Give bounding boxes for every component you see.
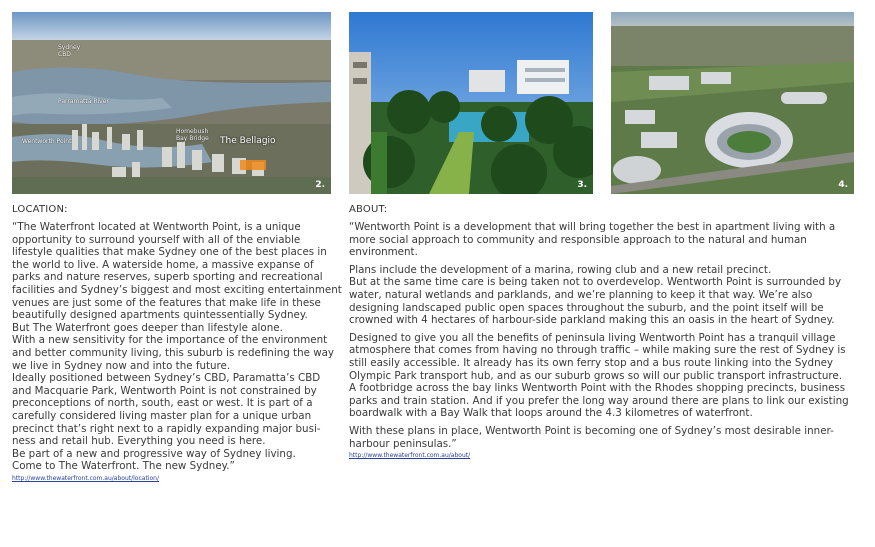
aerial-photo-wentworth-point [12, 12, 331, 194]
photo-number: 2. [315, 180, 325, 190]
location-paragraph: But The Waterfront goes deeper than lifestyle alone. [12, 321, 283, 334]
photo-number: 3. [577, 180, 587, 190]
location-heading: LOCATION: [12, 204, 68, 215]
label-sydney-cbd: Sydney CBD [58, 44, 81, 58]
about-heading: ABOUT: [349, 204, 388, 215]
label-parramatta-river: Parramatta River [58, 98, 109, 105]
label-homebush-bay-bridge: Homebush Bay Bridge [176, 128, 209, 142]
olympic-park-aerial-photo [611, 12, 854, 194]
location-source-link[interactable]: http://www.thewaterfront.com.au/about/location/ [12, 474, 159, 482]
label-wentworth-point: Wentworth Point [22, 138, 72, 145]
about-paragraph: “Wentworth Point is a development that will bring together the best in apartment living with a more social approach to community and responsible approach to the natural and human environment. [349, 221, 836, 259]
location-paragraph: Come to The Waterfront. The new Sydney.” [12, 460, 235, 473]
about-paragraph: Plans include the development of a marina, rowing club and a new retail precinct. [349, 263, 772, 276]
location-paragraph: Be part of a new and progressive way of Sydney living. [12, 447, 296, 460]
garden-photo [349, 12, 593, 194]
about-section [349, 204, 857, 459]
about-paragraph: But at the same time care is being taken not to overdevelop. Wentworth Point is surrounded by water, natural wetlands and parklands, and we’re planning to keep it that way. We’re also designing landscaped public open spaces throughout the suburb, and the point itself will be crowned with 4 hectares of harbour-side parkland making this an oasis in the heart of Sydney. [349, 276, 842, 327]
location-paragraph: Ideally positioned between Sydney’s CBD, Paramatta’s CBD and Macquarie Park, Wentworth Point is not constrained by preconceptions of north, south, east or west. It is part of a carefully considered living master plan for a unique urban precinct that’s right next to a rapidly expanding major busi-ness and retail hub. Everything you need is here. [12, 372, 321, 448]
location-paragraph: With a new sensitivity for the importance of the environment and better community living, this suburb is redefining the way we live in Sydney now and into the future. [12, 334, 335, 372]
location-paragraph: “The Waterfront located at Wentworth Point, is a unique opportunity to surround yourself with all of the enviable lifestyle qualities that make Sydney one of the best places in the world to live. A waterside home, a massive expanse of parks and nature reserves, superb sporting and recreational facilities and Sydney’s biggest and most exciting entertainment venues are just some of the features that make life in these beautifully designed apartments quintessentially Sydney. [12, 221, 342, 322]
garden-photo-graphic [349, 12, 593, 194]
about-source-link[interactable]: http://www.thewaterfront.com.au/about/ [349, 452, 471, 460]
olympic-park-photo-graphic [611, 12, 854, 194]
about-paragraph: With these plans in place, Wentworth Point is becoming one of Sydney’s most desirable inner-harbour peninsulas.” [349, 424, 834, 450]
about-paragraph: Designed to give you all the benefits of peninsula living Wentworth Point has a tranquil village atmosphere that comes from having no through traffic – while making sure the rest of Sydney is still easily accessible. It already has its own ferry stop and a bus route linking into the Sydney Olympic Park transport hub, and as our suburb grows so will our public transport infrastructure. [349, 331, 846, 382]
location-section [12, 204, 342, 482]
about-paragraph: A footbridge across the bay links Wentworth Point with the Rhodes shopping precincts, business parks and train station. And if you prefer the long way around there are plans to link our existing boardwalk with a Bay Walk that loops around the 4.3 kilometres of waterfront. [349, 382, 849, 420]
photo-number: 4. [838, 180, 848, 190]
label-the-bellagio: The Bellagio [220, 136, 276, 146]
